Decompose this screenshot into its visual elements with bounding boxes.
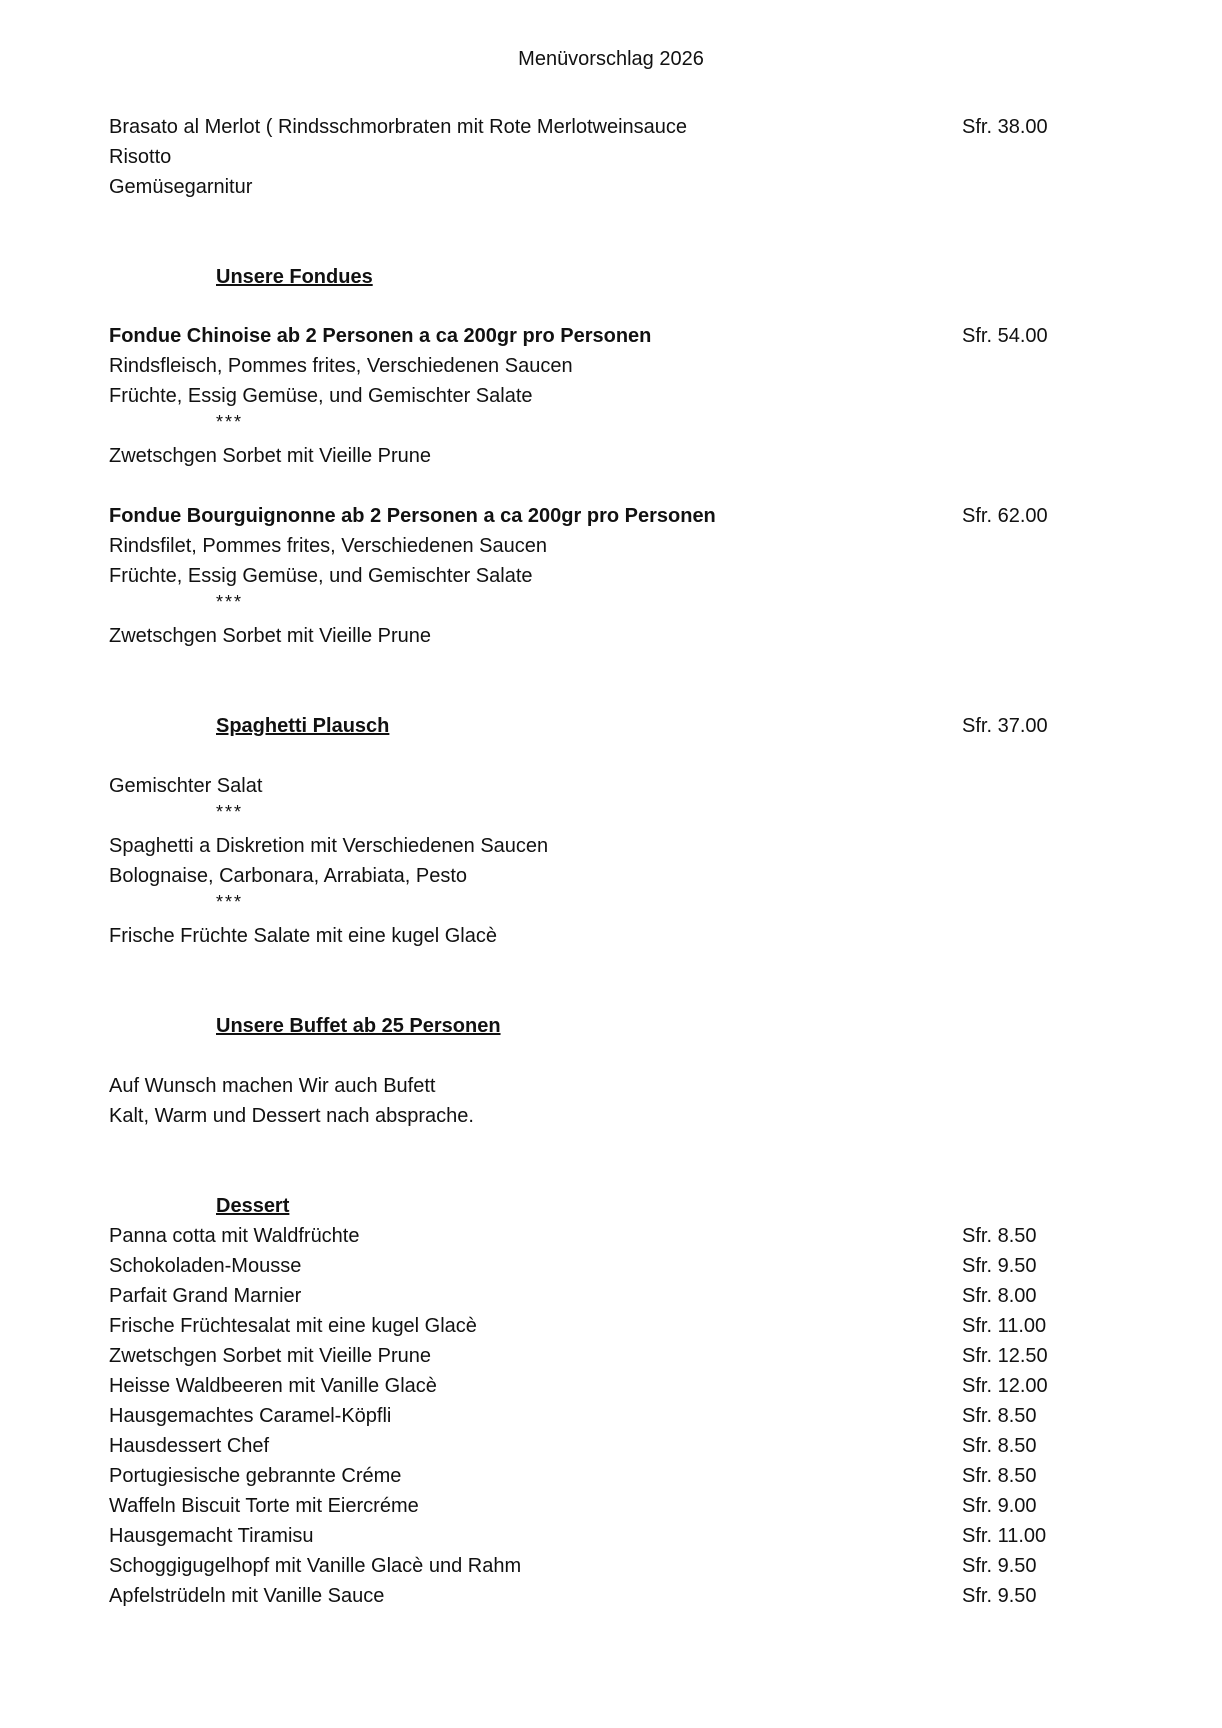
buffet-heading: Unsere Buffet ab 25 Personen xyxy=(216,1015,501,1037)
fondue-bourguignonne-line2: Früchte, Essig Gemüse, und Gemischter Salate xyxy=(109,565,533,587)
fondue-bourguignonne-separator: *** xyxy=(216,592,244,612)
dessert-item-name: Hausgemacht Tiramisu xyxy=(109,1525,314,1547)
dessert-item-name: Waffeln Biscuit Torte mit Eiercréme xyxy=(109,1495,419,1517)
fondues-heading: Unsere Fondues xyxy=(216,266,373,288)
dessert-item-price: Sfr. 12.50 xyxy=(962,1345,1048,1367)
dessert-item-name: Hausgemachtes Caramel-Köpfli xyxy=(109,1405,392,1427)
dessert-item-name: Portugiesische gebrannte Créme xyxy=(109,1465,402,1487)
dessert-item-name: Apfelstrüdeln mit Vanille Sauce xyxy=(109,1585,385,1607)
fondue-chinoise-line2: Früchte, Essig Gemüse, und Gemischter Salate xyxy=(109,385,533,407)
dessert-item-name: Frische Früchtesalat mit eine kugel Glacè xyxy=(109,1315,477,1337)
dessert-item-price: Sfr. 11.00 xyxy=(962,1525,1047,1547)
dessert-item-name: Heisse Waldbeeren mit Vanille Glacè xyxy=(109,1375,437,1397)
page-title: Menüvorschlag 2026 xyxy=(518,48,704,70)
main-dish-side: Risotto xyxy=(109,146,172,168)
dessert-item-price: Sfr. 9.00 xyxy=(962,1495,1037,1517)
fondue-chinoise-dessert: Zwetschgen Sorbet mit Vieille Prune xyxy=(109,445,432,467)
fondue-chinoise-line1: Rindsfleisch, Pommes frites, Verschiedenen Saucen xyxy=(109,355,573,377)
dessert-item-price: Sfr. 8.50 xyxy=(962,1465,1037,1487)
dessert-item-name: Schoggigugelhopf mit Vanille Glacè und Rahm xyxy=(109,1555,522,1577)
main-dish-garnish: Gemüsegarnitur xyxy=(109,176,253,198)
dessert-item-price: Sfr. 8.50 xyxy=(962,1435,1037,1457)
spaghetti-price: Sfr. 37.00 xyxy=(962,715,1048,737)
dessert-item-price: Sfr. 8.50 xyxy=(962,1405,1037,1427)
main-dish-price: Sfr. 38.00 xyxy=(962,116,1048,138)
dessert-item-name: Hausdessert Chef xyxy=(109,1435,270,1457)
fondue-bourguignonne-line1: Rindsfilet, Pommes frites, Verschiedenen Saucen xyxy=(109,535,547,557)
main-dish-name: Brasato al Merlot ( Rindsschmorbraten mit Rote Merlotweinsauce xyxy=(109,116,687,138)
spaghetti-separator-2: *** xyxy=(216,892,244,912)
fondue-chinoise-price: Sfr. 54.00 xyxy=(962,325,1048,347)
dessert-item-name: Parfait Grand Marnier xyxy=(109,1285,302,1307)
dessert-heading: Dessert xyxy=(216,1195,290,1217)
spaghetti-line4: Frische Früchte Salate mit eine kugel Glacè xyxy=(109,925,497,947)
spaghetti-line2: Spaghetti a Diskretion mit Verschiedenen Saucen xyxy=(109,835,549,857)
dessert-item-name: Schokoladen-Mousse xyxy=(109,1255,302,1277)
fondue-bourguignonne-dessert: Zwetschgen Sorbet mit Vieille Prune xyxy=(109,625,432,647)
buffet-line1: Auf Wunsch machen Wir auch Bufett xyxy=(109,1075,436,1097)
dessert-item-price: Sfr. 12.00 xyxy=(962,1375,1048,1397)
fondue-bourguignonne-price: Sfr. 62.00 xyxy=(962,505,1048,527)
dessert-item-price: Sfr. 8.50 xyxy=(962,1225,1037,1247)
spaghetti-line1: Gemischter Salat xyxy=(109,775,263,797)
dessert-item-price: Sfr. 11.00 xyxy=(962,1315,1047,1337)
fondue-bourguignonne-title: Fondue Bourguignonne ab 2 Personen a ca 200gr pro Personen xyxy=(109,505,716,527)
dessert-item-price: Sfr. 9.50 xyxy=(962,1585,1037,1607)
spaghetti-separator-1: *** xyxy=(216,802,244,822)
spaghetti-heading: Spaghetti Plausch xyxy=(216,715,390,737)
spaghetti-line3: Bolognaise, Carbonara, Arrabiata, Pesto xyxy=(109,865,467,887)
dessert-item-name: Panna cotta mit Waldfrüchte xyxy=(109,1225,360,1247)
buffet-line2: Kalt, Warm und Dessert nach absprache. xyxy=(109,1105,474,1127)
dessert-item-price: Sfr. 9.50 xyxy=(962,1255,1037,1277)
fondue-chinoise-title: Fondue Chinoise ab 2 Personen a ca 200gr pro Personen xyxy=(109,325,652,347)
dessert-item-price: Sfr. 9.50 xyxy=(962,1555,1037,1577)
fondue-chinoise-separator: *** xyxy=(216,412,244,432)
dessert-item-name: Zwetschgen Sorbet mit Vieille Prune xyxy=(109,1345,432,1367)
dessert-item-price: Sfr. 8.00 xyxy=(962,1285,1037,1307)
